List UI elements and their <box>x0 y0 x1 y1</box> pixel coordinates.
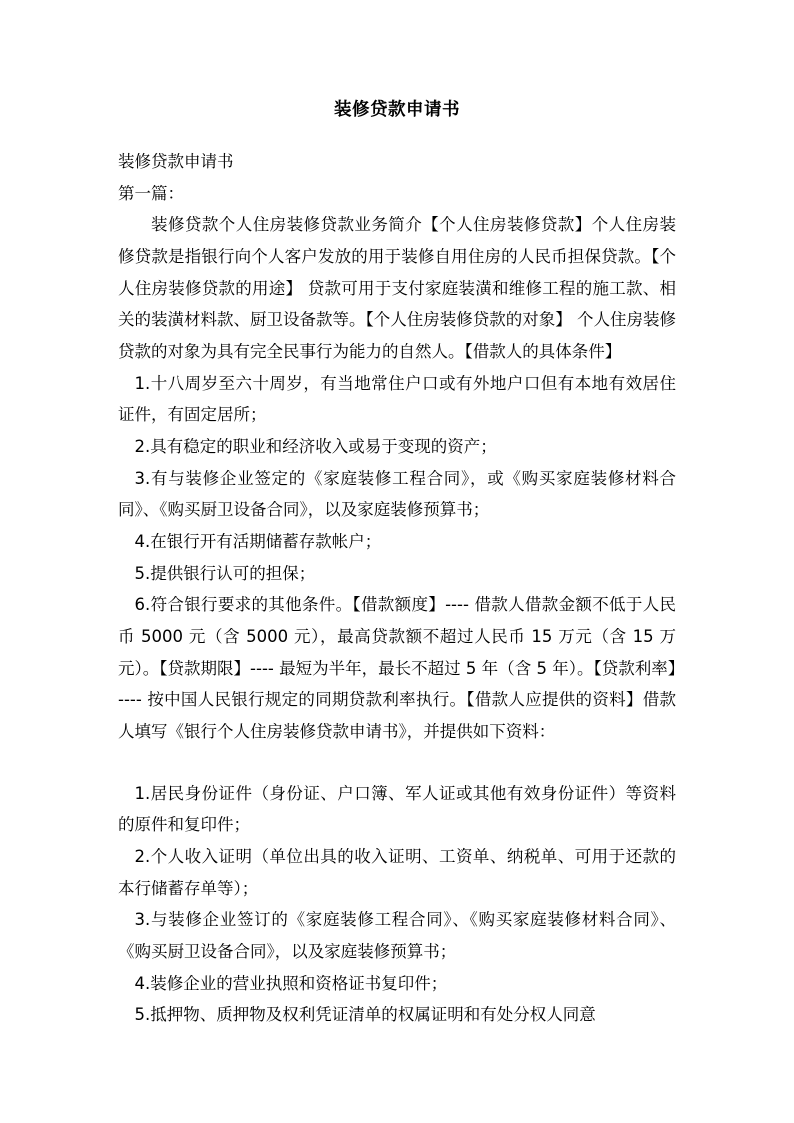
paragraph-condition-4: 4.在银行开有活期储蓄存款帐户； <box>134 532 382 552</box>
paragraph-condition-3: 3.有与装修企业签定的《家庭装修工程合同》，或《购买家庭装修材料合同》、《购买厨卫设备合同》，以及家庭装修预算书； <box>118 468 676 520</box>
paragraph-spacer <box>118 748 676 778</box>
paragraph-material-2: 2.个人收入证明（单位出具的收入证明、工资单、纳税单、可用于还款的本行储蓄存单等）； <box>118 847 676 898</box>
paragraph-material-5: 5.抵押物、质押物及权利凭证清单的权属证明和有处分权人同意 <box>134 1005 596 1025</box>
paragraph-business-intro: 装修贷款个人住房装修贷款业务简介【个人住房装修贷款】个人住房装修贷款是指银行向个人客户发放的用于装修自用住房的人民币担保贷款。【个人住房装修贷款的用途】 贷款可用于支付家庭装潢和维修工程的施工款、相关的装潢材料款、厨卫设备款等。【个人住房装修贷款的对象】 个人住房装修贷款的对象为具有完全民事行为能力的自然人。【借款人的具体条件】 <box>118 215 676 362</box>
paragraph-material-3: 3.与装修企业签订的《家庭装修工程合同》、《购买家庭装修材料合同》、《购买厨卫设备合同》，以及家庭装修预算书； <box>118 910 676 962</box>
page-title: 装修贷款申请书 <box>334 100 460 120</box>
paragraph-condition-2: 2.具有稳定的职业和经济收入或易于变现的资产； <box>134 437 497 457</box>
paragraph-condition-6: 6.符合银行要求的其他条件。【借款额度】---- 借款人借款金额不低于人民币 5000 元（含 5000 元），最高贷款额不超过人民币 15 万元（含 15 万元）。【贷款期限】---- 最短为半年，最长不超过 5 年（含 5 年）。【贷款利率】---- 按中国人民银行规定的同期贷款利率执行。【借款人应提供的资料】借款人填写《银行个人住房装修贷款申请书》，并提供如下资料： <box>118 595 676 742</box>
paragraph-material-4: 4.装修企业的营业执照和资格证书复印件； <box>134 973 448 993</box>
paragraph-intro-title: 装修贷款申请书 <box>118 152 234 171</box>
paragraph-condition-5: 5.提供银行认可的担保； <box>134 563 316 583</box>
paragraph-material-1: 1.居民身份证件（身份证、户口簿、军人证或其他有效身份证件）等资料的原件和复印件； <box>118 783 676 835</box>
paragraph-condition-1: 1.十八周岁至六十周岁，有当地常住户口或有外地户口但有本地有效居住证件，有固定居所； <box>118 373 676 425</box>
paragraph-section-label: 第一篇： <box>118 183 184 203</box>
